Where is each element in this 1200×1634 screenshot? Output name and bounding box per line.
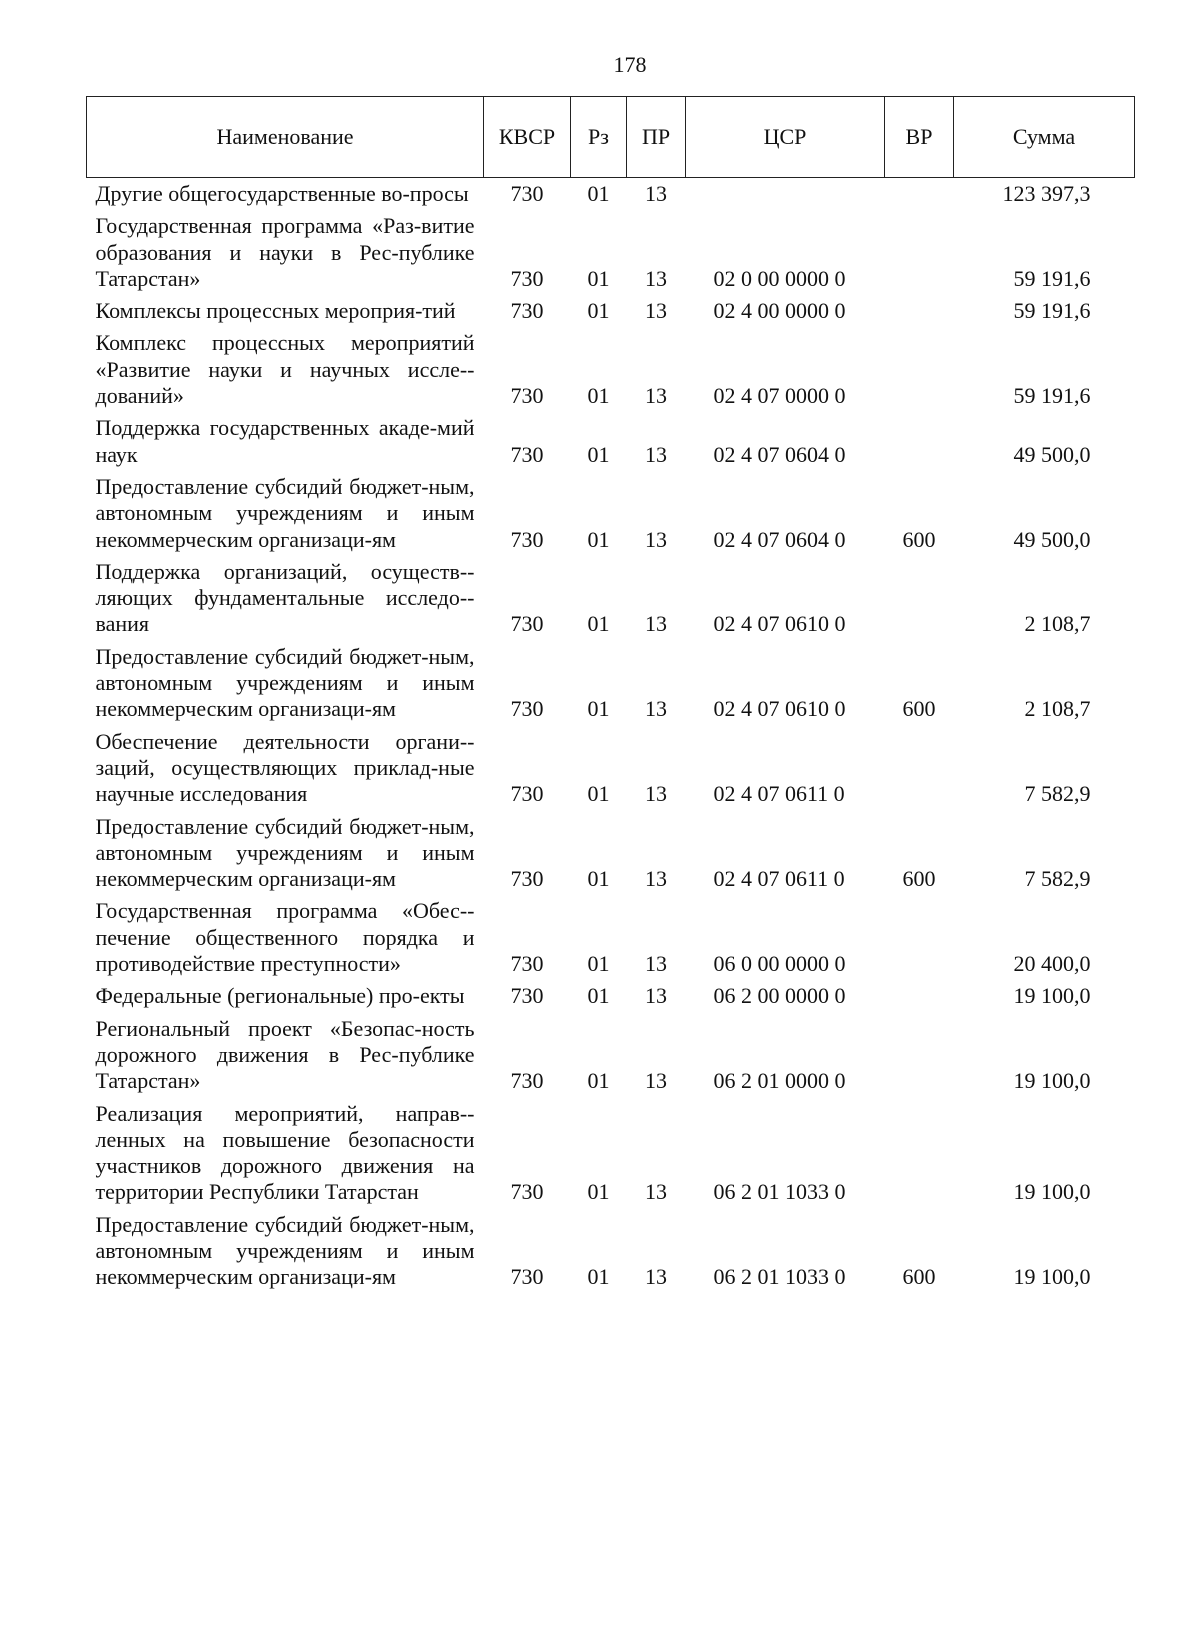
cell-pr: 13 <box>645 1264 667 1290</box>
cell-vr <box>885 412 954 471</box>
cell-vr <box>885 1013 954 1098</box>
cell-pr: 13 <box>645 383 667 409</box>
cell-sum: 19 100,0 <box>1013 1264 1091 1290</box>
cell-vr <box>885 726 954 811</box>
table-row <box>87 412 1135 471</box>
cell-kvsr: 730 <box>510 781 544 807</box>
cell-pr: 13 <box>645 298 667 324</box>
cell-vr: 600 <box>902 526 936 552</box>
cell-rz: 01 <box>587 383 610 409</box>
table-row <box>87 1098 1135 1209</box>
cell-kvsr: 730 <box>510 265 544 291</box>
cell-vr <box>885 295 954 327</box>
cell-csr: 02 0 00 0000 0 <box>713 265 846 291</box>
cell-kvsr: 730 <box>510 383 544 409</box>
cell-pr: 13 <box>645 951 667 977</box>
cell-sum: 59 191,6 <box>1013 383 1091 409</box>
table-row <box>87 1013 1135 1098</box>
cell-rz: 01 <box>587 298 610 324</box>
cell-name: Поддержка государственных акаде-мий наук <box>95 415 475 467</box>
cell-kvsr: 730 <box>510 983 544 1009</box>
cell-kvsr: 730 <box>510 1264 544 1290</box>
cell-vr: 600 <box>902 866 936 892</box>
cell-csr <box>686 178 885 211</box>
header-pr: ПР <box>627 97 686 178</box>
cell-csr: 06 2 01 0000 0 <box>713 1068 846 1094</box>
table-row <box>87 178 1135 211</box>
cell-sum: 59 191,6 <box>1013 265 1091 291</box>
cell-vr: 600 <box>902 1264 936 1290</box>
cell-sum: 20 400,0 <box>1013 951 1091 977</box>
cell-name: Поддержка организаций, осуществ-ляющих фундаментальные исследо-вания <box>95 558 475 637</box>
cell-name: Государственная программа «Обес-печение общественного порядка и противодействие преступности» <box>95 898 475 977</box>
cell-name: Предоставление субсидий бюджет-ным, автономным учреждениям и иным некоммерческим организаци-ям <box>95 643 475 722</box>
cell-name: Предоставление субсидий бюджет-ным, автономным учреждениям и иным некоммерческим организаци-ям <box>95 813 475 892</box>
cell-sum: 7 582,9 <box>1024 781 1091 807</box>
cell-rz: 01 <box>587 951 610 977</box>
cell-sum: 2 108,7 <box>1024 611 1091 637</box>
table-row <box>87 726 1135 811</box>
cell-sum: 59 191,6 <box>1013 298 1091 324</box>
cell-name: Предоставление субсидий бюджет-ным, автономным учреждениям и иным некоммерческим организаци-ям <box>95 1211 475 1290</box>
cell-kvsr: 730 <box>510 696 544 722</box>
cell-sum: 2 108,7 <box>1024 696 1091 722</box>
cell-csr: 06 2 01 1033 0 <box>713 1264 846 1290</box>
cell-name: Федеральные (региональные) про-екты <box>95 983 465 1009</box>
cell-vr <box>885 895 954 980</box>
cell-csr: 02 4 07 0000 0 <box>713 383 846 409</box>
cell-rz: 01 <box>587 866 610 892</box>
cell-name: Другие общегосударственные во-просы <box>95 181 469 206</box>
cell-csr: 02 4 07 0604 0 <box>713 526 846 552</box>
header-kvsr: КВСР <box>484 97 571 178</box>
cell-sum: 49 500,0 <box>1013 526 1091 552</box>
budget-table <box>86 96 1135 1294</box>
cell-sum: 19 100,0 <box>1013 1179 1091 1205</box>
cell-kvsr: 730 <box>510 441 544 467</box>
cell-pr: 13 <box>645 181 667 206</box>
cell-name: Обеспечение деятельности органи-заций, осуществляющих приклад-ные научные исследования <box>95 728 475 807</box>
cell-pr: 13 <box>645 1179 667 1205</box>
cell-sum: 123 397,3 <box>1002 181 1091 206</box>
cell-pr: 13 <box>645 983 667 1009</box>
cell-vr <box>885 210 954 295</box>
cell-vr: 600 <box>902 696 936 722</box>
cell-kvsr: 730 <box>510 526 544 552</box>
cell-kvsr: 730 <box>510 611 544 637</box>
cell-csr: 06 2 01 1033 0 <box>713 1179 846 1205</box>
table-row <box>87 895 1135 980</box>
cell-csr: 06 0 00 0000 0 <box>713 951 846 977</box>
cell-name: Предоставление субсидий бюджет-ным, автономным учреждениям и иным некоммерческим организаци-ям <box>95 473 475 552</box>
cell-pr: 13 <box>645 441 667 467</box>
table-row <box>87 980 1135 1012</box>
page-number: 178 <box>613 52 647 77</box>
cell-sum: 19 100,0 <box>1013 1068 1091 1094</box>
cell-kvsr: 730 <box>510 1068 544 1094</box>
cell-csr: 02 4 07 0610 0 <box>713 611 846 637</box>
cell-rz: 01 <box>587 1179 610 1205</box>
cell-pr: 13 <box>645 866 667 892</box>
cell-vr <box>885 1098 954 1209</box>
cell-kvsr: 730 <box>510 181 544 206</box>
cell-csr: 02 4 07 0611 0 <box>713 781 845 807</box>
cell-rz: 01 <box>587 696 610 722</box>
cell-csr: 06 2 00 0000 0 <box>713 983 846 1009</box>
header-sum: Сумма <box>954 97 1135 178</box>
table-row <box>87 1209 1135 1294</box>
cell-pr: 13 <box>645 696 667 722</box>
cell-name: Региональный проект «Безопас-ность дорожного движения в Рес-публике Татарстан» <box>95 1015 475 1094</box>
cell-sum: 7 582,9 <box>1024 866 1091 892</box>
cell-pr: 13 <box>645 781 667 807</box>
table-row <box>87 471 1135 556</box>
cell-pr: 13 <box>645 611 667 637</box>
cell-pr: 13 <box>645 526 667 552</box>
cell-rz: 01 <box>587 1264 610 1290</box>
cell-vr <box>885 556 954 641</box>
table-row <box>87 641 1135 726</box>
cell-name: Комплекс процессных мероприятий «Развитие науки и научных иссле-дований» <box>95 330 475 409</box>
cell-vr <box>885 178 954 211</box>
cell-pr: 13 <box>645 265 667 291</box>
table-row <box>87 556 1135 641</box>
cell-rz: 01 <box>587 611 610 637</box>
cell-kvsr: 730 <box>510 1179 544 1205</box>
table-body <box>87 178 1135 1294</box>
header-csr: ЦСР <box>686 97 885 178</box>
header-name: Наименование <box>87 97 484 178</box>
cell-rz: 01 <box>587 983 610 1009</box>
cell-vr <box>885 327 954 412</box>
table-row <box>87 811 1135 896</box>
cell-rz: 01 <box>587 265 610 291</box>
cell-sum: 19 100,0 <box>1013 983 1091 1009</box>
table-row <box>87 210 1135 295</box>
table-row <box>87 295 1135 327</box>
cell-name: Реализация мероприятий, направ-ленных на повышение безопасности участников дорожного движения на территории Республики Татарстан <box>95 1100 475 1205</box>
cell-kvsr: 730 <box>510 866 544 892</box>
cell-rz: 01 <box>587 1068 610 1094</box>
cell-name: Комплексы процессных мероприя-тий <box>95 298 456 324</box>
cell-csr: 02 4 07 0610 0 <box>713 696 846 722</box>
cell-rz: 01 <box>587 781 610 807</box>
cell-csr: 02 4 00 0000 0 <box>713 298 846 324</box>
cell-name: Государственная программа «Раз-витие образования и науки в Рес-публике Татарстан» <box>95 213 475 291</box>
cell-sum: 49 500,0 <box>1013 441 1091 467</box>
cell-vr <box>885 980 954 1012</box>
header-vr: ВР <box>885 97 954 178</box>
cell-kvsr: 730 <box>510 951 544 977</box>
table-header <box>87 97 1135 178</box>
cell-rz: 01 <box>587 526 610 552</box>
table-row <box>87 327 1135 412</box>
cell-kvsr: 730 <box>510 298 544 324</box>
cell-csr: 02 4 07 0611 0 <box>713 866 845 892</box>
cell-rz: 01 <box>587 441 610 467</box>
cell-csr: 02 4 07 0604 0 <box>713 441 846 467</box>
cell-pr: 13 <box>645 1068 667 1094</box>
cell-rz: 01 <box>587 181 610 206</box>
header-rz: Рз <box>571 97 627 178</box>
